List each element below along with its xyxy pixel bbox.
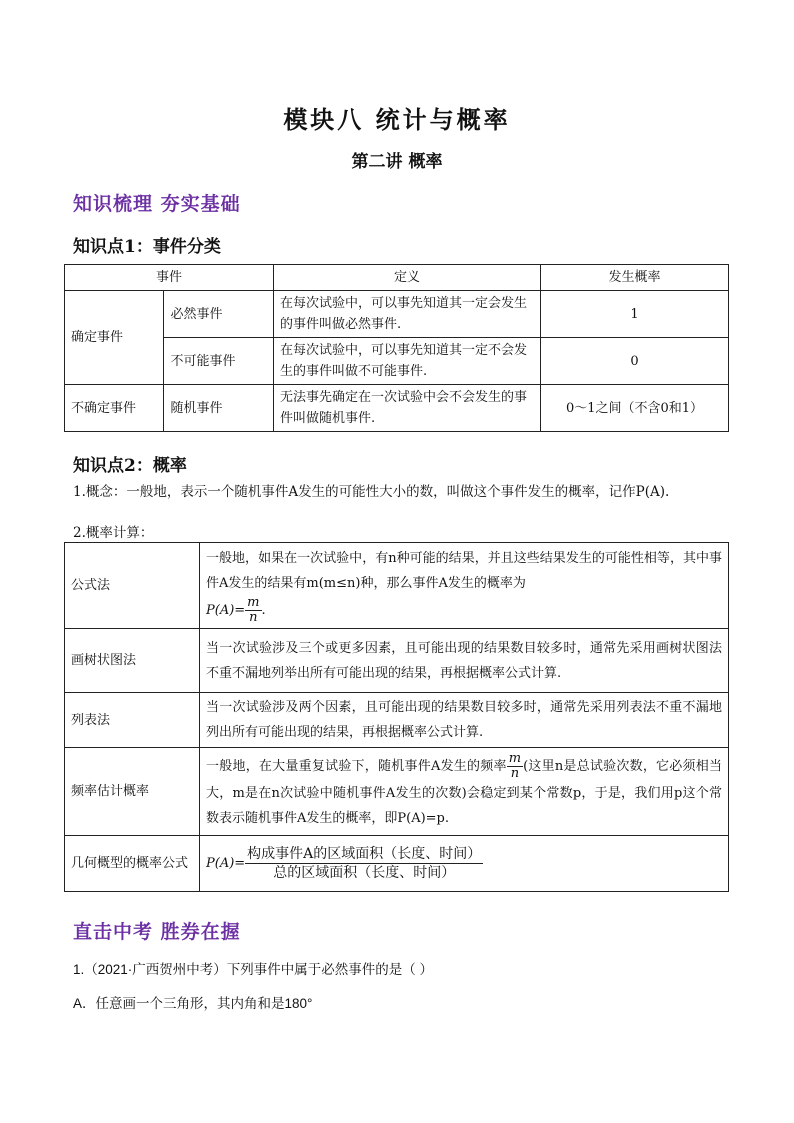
area-ratio-fraction [245,845,483,882]
knowledge-point-2-heading: 知识点2：概率 [73,456,187,476]
fraction-numerator: m [247,595,260,610]
header-event: 事件 [65,265,274,291]
formula-lhs: P(A)= [206,856,246,871]
formula-method-description: 一般地，如果在一次试验中，有n种可能的结果，并且这些结果发生的可能性相等，其中事件A发生的结果有m(m≤n)种，那么事件A发生的概率为 [206,551,722,591]
certain-event-probability: 1 [541,291,729,338]
page-title: 模块八 统计与概率 [283,105,511,134]
knowledge-point-1-heading: 知识点1：事件分类 [73,237,221,257]
list-method-label: 列表法 [65,693,200,748]
table-row [65,748,729,836]
table-row [65,629,729,693]
probability-methods-table [64,542,729,892]
table-row [65,543,729,629]
formula-tail: . [261,603,266,618]
table-row [65,338,729,385]
fraction-denominator: n [510,766,520,781]
impossible-event-probability: 0 [541,338,729,385]
header-definition: 定义 [274,265,541,291]
fraction-numerator: m [508,751,522,766]
probability-concept-text: 1.概念：一般地，表示一个随机事件A发生的可能性大小的数，叫做这个事件发生的概率，记作P(A). [73,484,670,500]
section-heading-basics: 知识梳理 夯实基础 [73,193,241,215]
geometric-method-label: 几何概型的概率公式 [65,836,200,892]
fraction-numerator: 构成事件A的区域面积（长度、时间） [247,846,482,862]
lesson-subtitle: 第二讲 概率 [351,152,443,172]
tree-method-text: 当一次试验涉及三个或更多因素，且可能出现的结果数目较多时，通常先采用画树状图法不重不漏地列举出所有可能出现的结果，再根据概率公式计算. [200,629,729,693]
header-probability: 发生概率 [541,265,729,291]
question-1: 1.（2021·广西贺州中考）下列事件中属于必然事件的是（ ） [73,962,434,977]
probability-calc-heading: 2.概率计算： [73,525,154,541]
section-heading-exam: 直击中考 胜券在握 [73,921,241,943]
table-header-row [65,265,729,291]
frequency-text-start: 一般地，在大量重复试验下，随机事件A发生的频率 [206,759,507,774]
random-event-probability: 0～1之间（不含0和1） [541,385,729,432]
frequency-method-text [200,748,729,836]
frequency-method-label: 频率估计概率 [65,748,200,836]
fraction-denominator: 总的区域面积（长度、时间） [273,865,456,881]
table-row [65,693,729,748]
frequency-text-rest: (这里n是总试验次数，它必须相当大，m是在n次试验中随机事件A发生的次数)会稳定到某个常数p，于是，我们用p这个常数表示随机事件A发生的概率，即P(A)=p. [206,759,722,826]
formula-method-label: 公式法 [65,543,200,629]
table-row [65,836,729,892]
m-over-n-fraction [245,596,261,625]
formula-lhs: P(A)= [206,603,246,618]
definite-event-cell: 确定事件 [65,291,164,385]
list-method-text: 当一次试验涉及两个因素，且可能出现的结果数目较多时，通常先采用列表法不重不漏地列出所有可能出现的结果，再根据概率公式计算. [200,693,729,748]
certain-event-definition: 在每次试验中，可以事先知道其一定会发生的事件叫做必然事件. [274,291,541,338]
certain-event-cell: 必然事件 [164,291,274,338]
impossible-event-definition: 在每次试验中，可以事先知道其一定不会发生的事件叫做不可能事件. [274,338,541,385]
indefinite-event-cell: 不确定事件 [65,385,164,432]
question-1-option-a: A．任意画一个三角形，其内角和是180° [73,996,313,1011]
m-over-n-fraction [507,752,523,781]
table-row [65,385,729,432]
formula-method-text [200,543,729,629]
random-event-definition: 无法事先确定在一次试验中会不会发生的事件叫做随机事件. [274,385,541,432]
fraction-denominator: n [249,610,258,625]
event-classification-table [64,264,729,432]
random-event-cell: 随机事件 [164,385,274,432]
tree-method-label: 画树状图法 [65,629,200,693]
impossible-event-cell: 不可能事件 [164,338,274,385]
geometric-method-formula [200,836,729,892]
table-row [65,291,729,338]
